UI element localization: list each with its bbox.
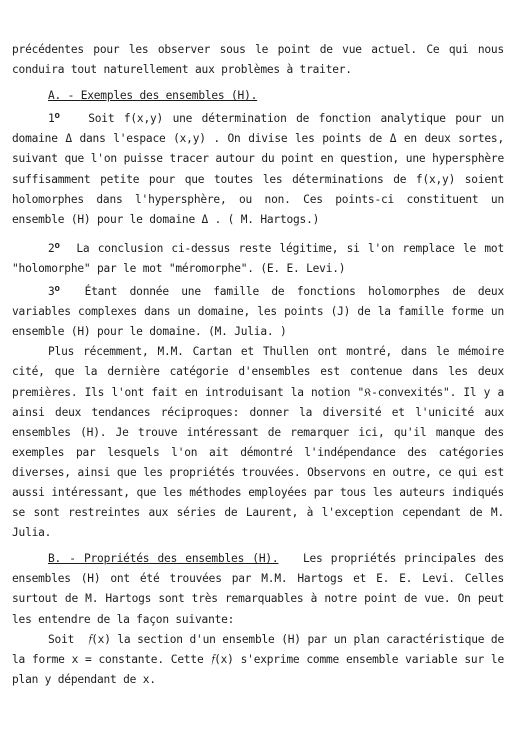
definition-text-c: (x) s'exprime comme ensemble variable sur le plan y dépendant de x. bbox=[12, 652, 504, 686]
definition-text-a: Soit bbox=[48, 632, 81, 646]
example-1-text: Soit f(x,y) une détermination de fonction analytique pour un domaine Δ dans l'espace (x,y) . On divise les points de Δ en deux sortes, suivant que l'on puisse tracer autour du point en question, une hypersphère suffisamment petite pour que toutes les déterminations de f(x,y) soient holomorphes dans l'hypersphère, ou non. Ces points-ci constituent un ensemble (H) pour le domaine Δ . ( M. Hartogs.) bbox=[12, 112, 504, 226]
paragraph-section-definition bbox=[12, 630, 504, 690]
example-1 bbox=[12, 106, 504, 230]
section-a-heading bbox=[12, 86, 504, 106]
section-b-text: Les propriétés principales des ensembles (H) ont été trouvées par M.M. Hartogs et E. E. Levi. Celles surtout de M. Hartogs sont très remarquables à notre point de vue. On peut les entendre de la façon suivante: bbox=[12, 552, 504, 626]
section-a-title: Exemples des ensembles (H). bbox=[80, 89, 258, 103]
document-page bbox=[12, 40, 504, 690]
example-3 bbox=[12, 279, 504, 342]
example-2-degree: o bbox=[54, 240, 60, 251]
example-3-degree: o bbox=[54, 284, 60, 295]
example-1-degree: o bbox=[54, 111, 60, 122]
example-2-number: 2 bbox=[48, 241, 55, 255]
paragraph-recent-work: Plus récemment, M.M. Cartan et Thullen ont montré, dans le mémoire cité, que la dernière catégorie d'ensembles est contenue dans les deux premières. Ils l'ont fait en introduisant la notion "𝔎-convexités". Il y a ainsi deux tendances réciproques: donner la diversité et l'unicité aux ensembles (H). Je trouve intéressant de remarquer ici, qu'il manque des exemples par lesquels l'on ait démontré l'indépendance des catégories diverses, ainsi que les propriétés trouvées. Observons en outre, ce qui est aussi intéressant, que les méthodes employées par tous les auteurs indiqués se sont restreintes aux séries de Laurent, à l'exception cependant de M. Julia. bbox=[12, 345, 504, 540]
example-1-number: 1 bbox=[48, 112, 55, 126]
section-b bbox=[12, 549, 504, 629]
fraktur-f-symbol: 𝔣 bbox=[87, 631, 92, 647]
example-2 bbox=[12, 236, 504, 279]
example-3-text: Étant donnée une famille de fonctions holomorphes de deux variables complexes dans un domaine, les points (J) de la famille forme un ensemble (H) pour le domaine. (M. Julia. ) bbox=[12, 285, 504, 339]
paragraph-intro: précédentes pour les observer sous le point de vue actuel. Ce qui nous conduira tout naturellement aux problèmes à traiter. bbox=[12, 43, 504, 77]
definition-text-b: (x) la section d'un ensemble (H) par un plan caractéristique de la forme x = constante. Cette bbox=[12, 632, 504, 666]
example-2-text: La conclusion ci-dessus reste légitime, si l'on remplace le mot "holomorphe" par le mot "méromorphe". (E. E. Levi.) bbox=[12, 241, 504, 275]
fraktur-f-symbol-2: 𝔣 bbox=[210, 651, 215, 667]
section-a-label: A. - bbox=[48, 89, 81, 103]
example-3-number: 3 bbox=[48, 285, 55, 299]
section-b-label: B. - bbox=[48, 552, 84, 566]
section-b-title: Propriétés des ensembles (H). bbox=[83, 552, 279, 566]
